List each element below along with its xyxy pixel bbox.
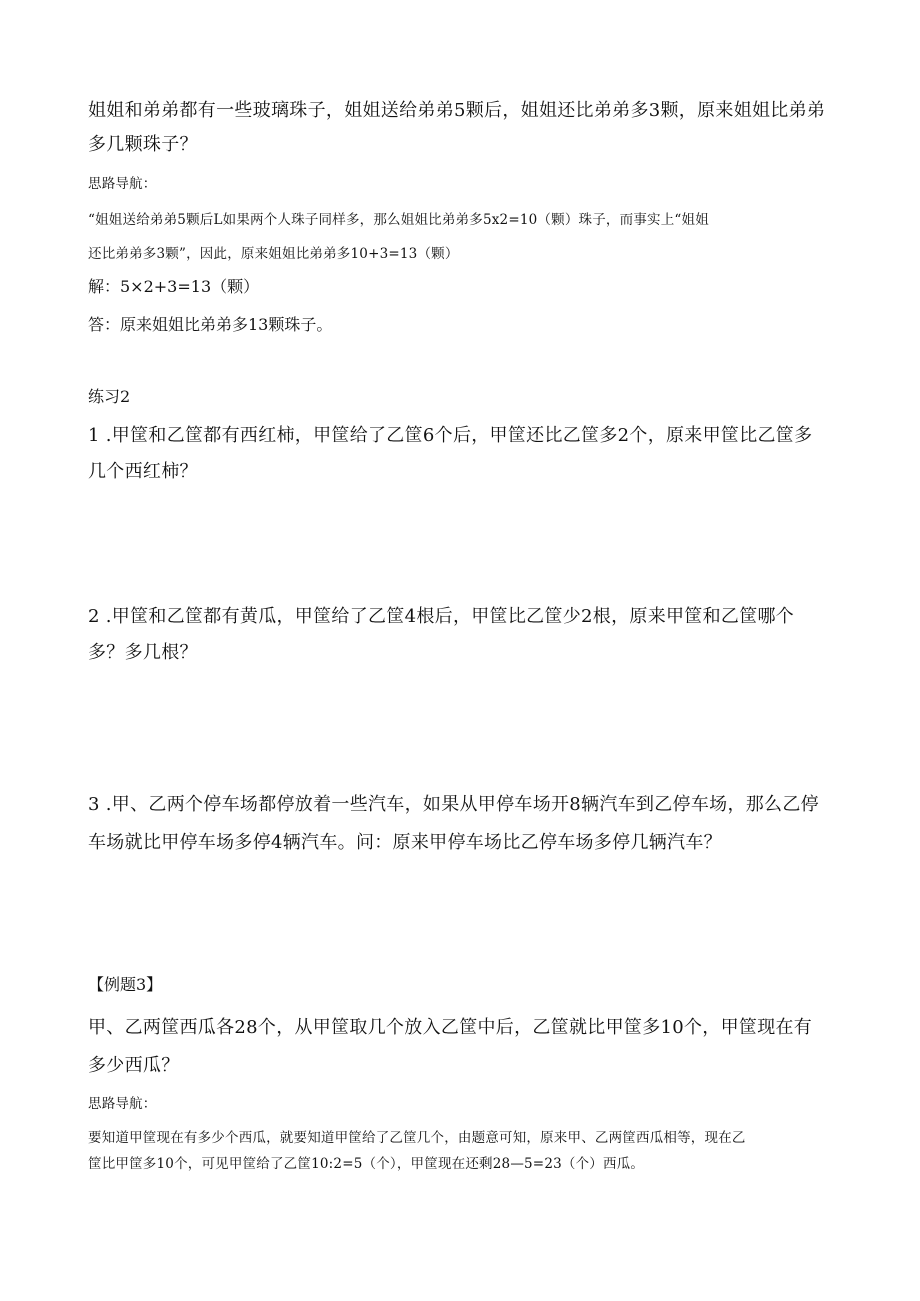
example3-question-line2: 多少西瓜？ — [88, 1055, 180, 1076]
practice2-q1-line1: 1 .甲筐和乙筐都有西红柿，甲筐给了乙筐6个后，甲筐还比乙筐多2个，原来甲筐比乙筐多 — [88, 425, 813, 446]
example2-question-line1: 姐姐和弟弟都有一些玻璃珠子，姐姐送给弟弟5颗后，姐姐还比弟弟多3颗，原来姐姐比弟弟 — [88, 100, 826, 121]
practice2-q2-line1: 2 .甲筐和乙筐都有黄瓜，甲筐给了乙筐4根后，甲筐比乙筐少2根，原来甲筐和乙筐哪个 — [88, 606, 795, 627]
practice2-q3-line2: 车场就比甲停车场多停4辆汽车。问：原来甲停车场比乙停车场多停几辆汽车？ — [88, 832, 722, 853]
example2-question-line2: 多几颗珠子？ — [88, 134, 198, 155]
example2-hint-line1: “姐姐送给弟弟5颗后L如果两个人珠子同样多，那么姐姐比弟弟多5x2=10（颗）珠子，而事实上“姐姐 — [88, 212, 709, 228]
example2-hint-line2: 还比弟弟多3颗”，因此，原来姐姐比弟弟多10+3=13（颗） — [88, 246, 459, 262]
practice2-q2-line2: 多？多几根？ — [88, 642, 198, 663]
practice2-title: 练习2 — [88, 387, 131, 406]
example3-hint-label: 思路导航： — [88, 1096, 157, 1112]
example2-solution: 解：5×2+3=13（颗） — [88, 277, 260, 296]
example2-answer: 答：原来姐姐比弟弟多13颗珠子。 — [88, 315, 333, 334]
practice2-q1-line2: 几个西红柿？ — [88, 461, 198, 482]
example3-hint-line1: 要知道甲筐现在有多少个西瓜，就要知道甲筐给了乙筐几个，由题意可知，原来甲、乙两筐西瓜相等，现在乙 — [88, 1130, 746, 1146]
example2-hint-label: 思路导航： — [88, 176, 157, 192]
example3-question-line1: 甲、乙两筐西瓜各28个，从甲筐取几个放入乙筐中后，乙筐就比甲筐多10个，甲筐现在有 — [88, 1017, 813, 1038]
example3-hint-line2: 筐比甲筐多10个，可见甲筐给了乙筐10:2=5（个），甲筐现在还剩28—5=23（个）西瓜。 — [88, 1156, 645, 1172]
practice2-q3-line1: 3 .甲、乙两个停车场都停放着一些汽车，如果从甲停车场开8辆汽车到乙停车场，那么乙停 — [88, 794, 819, 815]
example3-title: 【例题3】 — [88, 975, 163, 994]
